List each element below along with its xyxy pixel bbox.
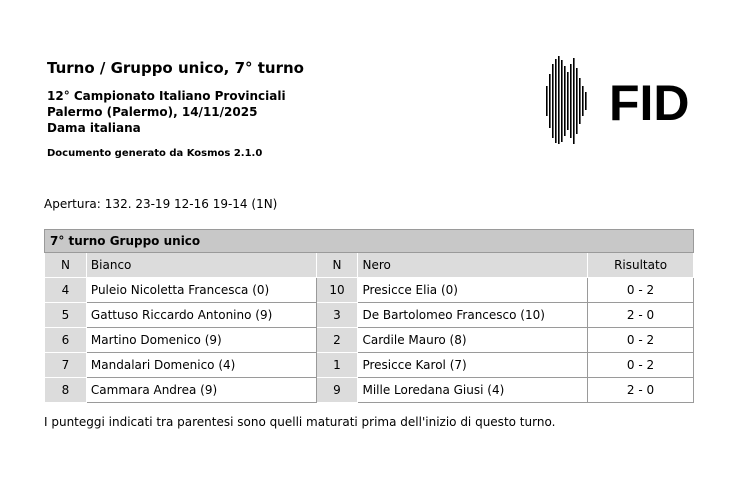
table-row [45, 353, 694, 378]
white-player: Puleio Nicoletta Francesca (0) [86, 278, 316, 303]
result: 0 - 2 [588, 278, 694, 303]
white-player: Gattuso Riccardo Antonino (9) [86, 303, 316, 328]
result: 2 - 0 [588, 378, 694, 403]
table-header-row [45, 253, 694, 278]
footer-note: I punteggi indicati tra parentesi sono quelli maturati prima dell'inizio di questo turno. [44, 415, 556, 429]
col-header-black: Nero [358, 253, 588, 278]
white-player: Mandalari Domenico (4) [86, 353, 316, 378]
col-header-result: Risultato [588, 253, 694, 278]
white-number: 4 [45, 278, 87, 303]
pairings-table-container [44, 229, 694, 403]
black-number: 3 [316, 303, 358, 328]
fid-logo [545, 56, 695, 146]
col-header-black-number: N [316, 253, 358, 278]
white-number: 8 [45, 378, 87, 403]
table-row [45, 303, 694, 328]
result: 0 - 2 [588, 353, 694, 378]
black-number: 10 [316, 278, 358, 303]
black-player: Presicce Karol (7) [358, 353, 588, 378]
result: 0 - 2 [588, 328, 694, 353]
table-caption: 7° turno Gruppo unico [45, 230, 694, 253]
col-header-white: Bianco [86, 253, 316, 278]
opening-label: Apertura: [44, 197, 101, 211]
black-number: 2 [316, 328, 358, 353]
white-player: Cammara Andrea (9) [86, 378, 316, 403]
black-player: Mille Loredana Giusi (4) [358, 378, 588, 403]
black-player: Cardile Mauro (8) [358, 328, 588, 353]
col-header-white-number: N [45, 253, 87, 278]
table-row [45, 278, 694, 303]
event-info [47, 88, 286, 136]
white-player: Martino Domenico (9) [86, 328, 316, 353]
championship-name: 12° Campionato Italiano Provinciali [47, 89, 286, 103]
generated-by: Documento generato da Kosmos 2.1.0 [47, 148, 263, 159]
svg-text:FID: FID [609, 75, 690, 131]
black-player: Presicce Elia (0) [358, 278, 588, 303]
table-row [45, 328, 694, 353]
document-header [47, 58, 304, 78]
black-player: De Bartolomeo Francesco (10) [358, 303, 588, 328]
result: 2 - 0 [588, 303, 694, 328]
black-number: 9 [316, 378, 358, 403]
page-title: Turno / Gruppo unico, 7° turno [47, 59, 304, 77]
opening-line [44, 197, 277, 211]
game-type: Dama italiana [47, 121, 141, 135]
black-number: 1 [316, 353, 358, 378]
white-number: 7 [45, 353, 87, 378]
white-number: 5 [45, 303, 87, 328]
white-number: 6 [45, 328, 87, 353]
location-date: Palermo (Palermo), 14/11/2025 [47, 105, 258, 119]
table-row [45, 378, 694, 403]
pairings-table [44, 229, 694, 403]
fid-logo-icon [545, 56, 695, 146]
opening-value: 132. 23-19 12-16 19-14 (1N) [104, 197, 278, 211]
